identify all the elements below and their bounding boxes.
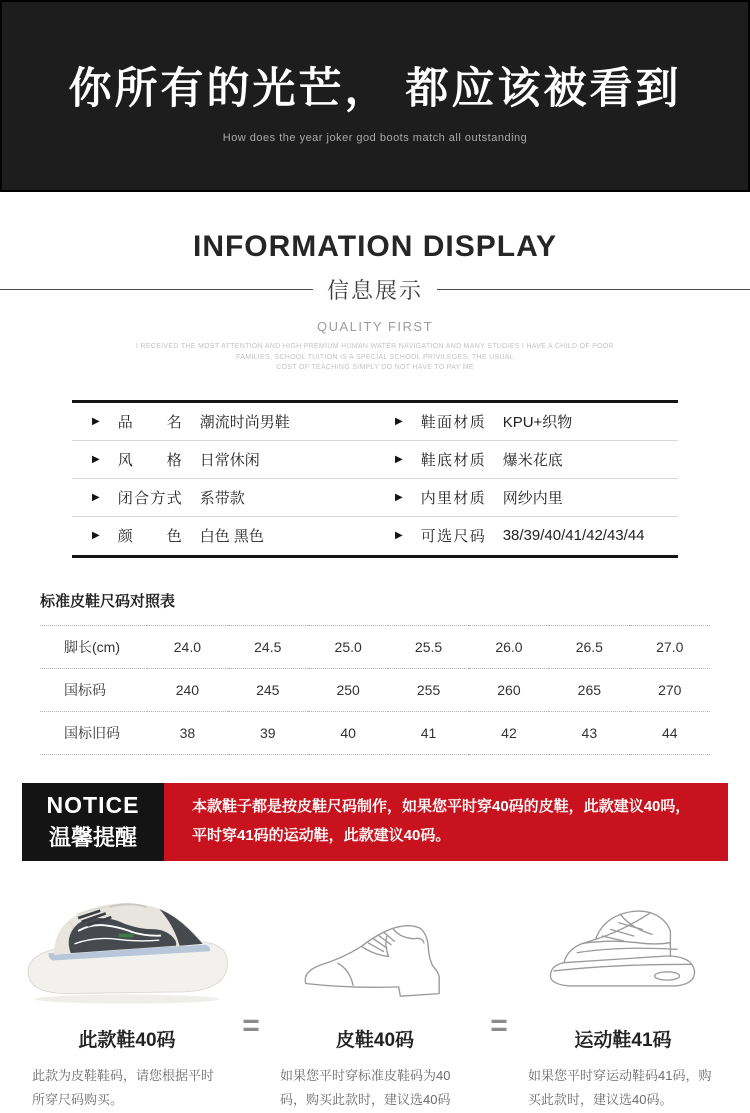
notice-badge-zh: 温馨提醒 bbox=[48, 824, 137, 850]
divider-line-right bbox=[437, 289, 750, 290]
guide-col-sport bbox=[514, 881, 732, 1113]
product-sneaker-icon bbox=[21, 887, 233, 1009]
spec-label: 内里材质 bbox=[420, 489, 485, 507]
spec-row bbox=[72, 441, 678, 479]
size-chart-title: 标准皮鞋尺码对照表 bbox=[40, 592, 176, 610]
triangle-bullet-icon: ▶ bbox=[92, 491, 100, 503]
size-cell: 245 bbox=[256, 681, 280, 698]
quality-tagline: QUALITY FIRST bbox=[316, 319, 434, 334]
fine-print-line: FAMILIES, SCHOOL TUITION IS A SPECIAL SCHOOL PRIVILEGES. THE USUAL bbox=[236, 353, 514, 361]
spec-value: KPU+织物 bbox=[502, 413, 573, 431]
spec-value: 38/39/40/41/42/43/44 bbox=[502, 527, 645, 544]
spec-label: 鞋底材质 bbox=[420, 451, 485, 469]
notice-badge-en: NOTICE bbox=[46, 791, 140, 818]
product-sneaker-image bbox=[21, 881, 233, 1009]
size-chart-section bbox=[40, 590, 710, 755]
guide-col-product bbox=[18, 881, 236, 1113]
size-cell: 265 bbox=[577, 681, 602, 698]
spec-label: 风格 bbox=[117, 451, 182, 469]
size-cell: 43 bbox=[581, 724, 598, 741]
spec-value: 潮流时尚男鞋 bbox=[199, 413, 290, 431]
triangle-bullet-icon: ▶ bbox=[92, 530, 100, 541]
size-chart-row bbox=[40, 668, 710, 711]
fine-print-line: COST OF TEACHING SIMPLY DO NOT HAVE TO PAY ME bbox=[276, 364, 474, 371]
size-row-label: 脚长(cm) bbox=[64, 638, 120, 655]
hero-banner bbox=[0, 0, 750, 192]
spec-value: 爆米花底 bbox=[502, 451, 563, 469]
triangle-bullet-icon: ▶ bbox=[395, 415, 403, 427]
section-title-en: INFORMATION DISPLAY bbox=[192, 230, 557, 263]
size-cell: 39 bbox=[259, 724, 276, 741]
notice-text: 本款鞋子都是按皮鞋尺码制作，如果您平时穿40码的皮鞋，此款建议40吗，平时穿41码的运动鞋，此款建议40码。 bbox=[164, 783, 728, 861]
spec-label: 可选尺码 bbox=[420, 528, 485, 545]
spec-cell bbox=[375, 449, 678, 470]
size-cell: 25.0 bbox=[334, 638, 362, 655]
size-cell: 24.5 bbox=[254, 638, 282, 655]
spec-row bbox=[72, 517, 678, 555]
size-cell: 41 bbox=[420, 724, 437, 741]
spec-cell bbox=[375, 487, 678, 508]
spec-label: 品名 bbox=[117, 413, 182, 431]
triangle-bullet-icon: ▶ bbox=[395, 530, 403, 541]
spec-cell bbox=[72, 487, 375, 508]
size-cell: 38 bbox=[179, 724, 196, 741]
guide-title: 运动鞋41码 bbox=[574, 1029, 672, 1051]
guide-desc: 如果您平时穿标准皮鞋码为40码，购买此款时，建议选40码 bbox=[280, 1067, 451, 1108]
guide-desc: 此款为皮鞋鞋码，请您根据平时所穿尺码购买。 bbox=[32, 1067, 215, 1108]
spec-label: 闭合方式 bbox=[117, 489, 182, 507]
section-divider bbox=[0, 274, 750, 305]
fine-print-line: I RECEIVED THE MOST ATTENTION AND HIGH PREMIUM HUMAN WATER NAVIGATION AND MANY STUDIES I HAVE A CHILD OF POOR bbox=[136, 343, 614, 350]
spec-table bbox=[72, 400, 678, 558]
size-cell: 260 bbox=[497, 681, 521, 698]
size-chart-row bbox=[40, 711, 710, 754]
spec-value: 系带款 bbox=[199, 489, 245, 507]
size-cell: 26.0 bbox=[495, 638, 523, 655]
guide-title: 皮鞋40码 bbox=[335, 1029, 415, 1051]
size-cell: 40 bbox=[340, 724, 356, 741]
size-cell: 250 bbox=[336, 681, 360, 698]
size-cell: 44 bbox=[661, 724, 678, 741]
spec-cell bbox=[72, 525, 375, 546]
spec-row bbox=[72, 479, 678, 517]
divider-line-left bbox=[0, 289, 313, 290]
sport-shoe-icon bbox=[544, 903, 702, 1009]
size-cell: 25.5 bbox=[414, 638, 443, 655]
guide-title: 此款鞋40码 bbox=[78, 1029, 176, 1051]
notice-badge bbox=[22, 783, 164, 861]
spec-label: 鞋面材质 bbox=[420, 413, 485, 431]
size-cell: 42 bbox=[501, 724, 517, 741]
size-cell: 255 bbox=[416, 681, 441, 698]
size-row-label: 国标码 bbox=[64, 681, 106, 698]
spec-row bbox=[72, 403, 678, 441]
hero-title: 你所有的光芒， 都应该被看到 bbox=[68, 64, 682, 113]
triangle-bullet-icon: ▶ bbox=[395, 453, 403, 465]
size-row-label: 国标旧码 bbox=[64, 724, 120, 741]
size-cell: 240 bbox=[175, 681, 200, 698]
size-cell: 27.0 bbox=[656, 638, 684, 655]
leather-shoe-icon bbox=[299, 909, 451, 1009]
size-cell: 24.0 bbox=[173, 638, 201, 655]
hero-subtitle: How does the year joker god boots match all outstanding bbox=[222, 131, 528, 144]
fine-print bbox=[0, 342, 750, 374]
equals-sign: = bbox=[490, 1008, 508, 1042]
spec-value: 白色 黑色 bbox=[199, 528, 264, 545]
spec-cell bbox=[72, 411, 375, 432]
size-chart-table bbox=[40, 625, 710, 755]
guide-col-leather bbox=[266, 881, 484, 1113]
spec-value: 网纱内里 bbox=[502, 489, 563, 507]
triangle-bullet-icon: ▶ bbox=[92, 415, 100, 427]
size-guide bbox=[18, 881, 732, 1113]
section-title-zh: 信息展示 bbox=[327, 278, 424, 303]
size-cell: 270 bbox=[658, 681, 682, 698]
spec-cell bbox=[375, 411, 678, 432]
leather-shoe-drawing bbox=[299, 881, 451, 1009]
spec-cell bbox=[72, 449, 375, 470]
spec-cell bbox=[375, 525, 678, 546]
guide-desc: 如果您平时穿运动鞋码41码，购买此款时，建议选40码。 bbox=[528, 1067, 712, 1108]
size-cell: 26.5 bbox=[575, 638, 603, 655]
spec-label: 颜色 bbox=[117, 528, 182, 545]
spec-value: 日常休闲 bbox=[199, 451, 260, 469]
triangle-bullet-icon: ▶ bbox=[395, 491, 403, 503]
equals-sign: = bbox=[242, 1008, 260, 1042]
sport-shoe-drawing bbox=[544, 881, 702, 1009]
size-chart-row bbox=[40, 625, 710, 668]
notice-banner bbox=[22, 783, 728, 861]
triangle-bullet-icon: ▶ bbox=[92, 453, 100, 465]
